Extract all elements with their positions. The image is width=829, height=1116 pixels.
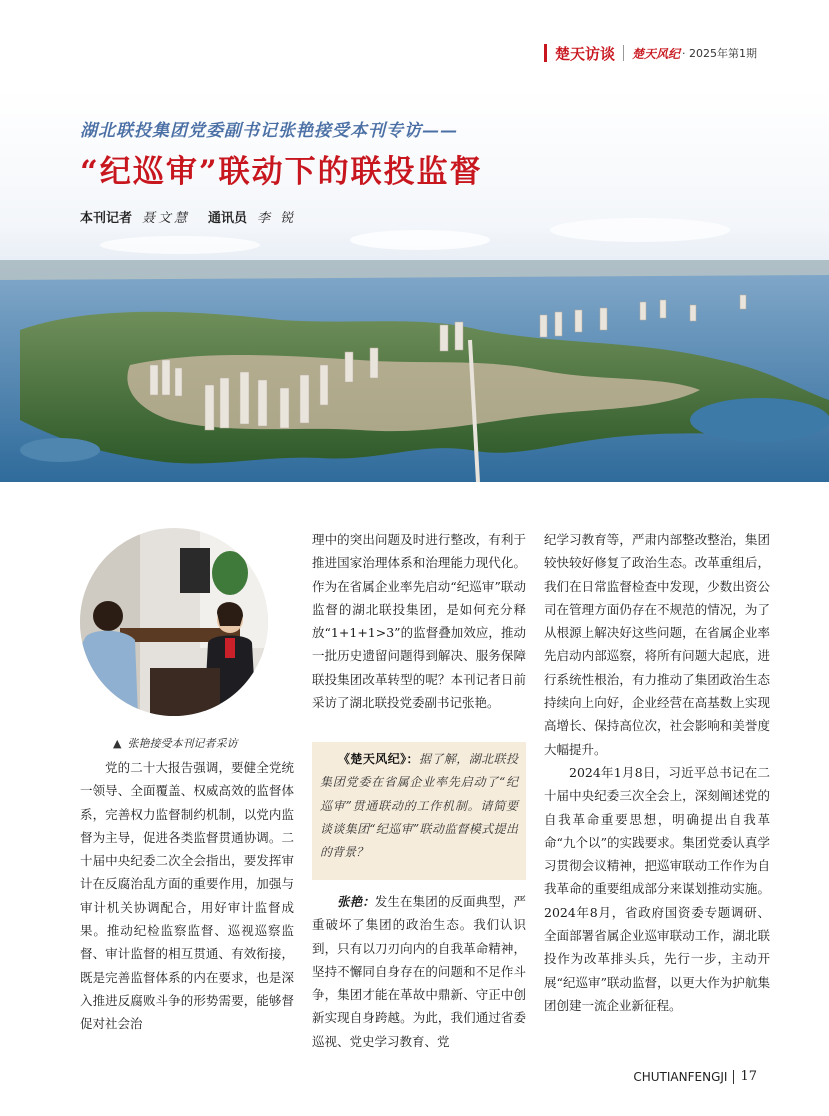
answer-column [312, 890, 526, 1053]
header-accent-bar [544, 44, 547, 62]
paragraph: 2024年1月8日，习近平总书记在二十届中央纪委三次全会上，深刻阐述党的自我革命重要思想，明确提出自我革命“九个以”的实践要求。集团党委认真学习贯彻会议精神，把巡审联动工作作为自我革命的重要组成部分来谋划推动实施。2024年8月，省政府国资委专题调研、全面部署省属企业巡审联动工作，湖北联投作为改革排头兵，先行一步，主动开展“纪巡审”联动监督，以更大作为护航集团创建一流企业新征程。 [544, 764, 770, 1013]
article-headline: “纪巡审”联动下的联投监督 [80, 154, 483, 190]
running-header [544, 40, 757, 66]
byline-role: 本刊记者 [80, 211, 133, 226]
section-title: 楚天访谈 [554, 44, 615, 63]
paragraph: 党的二十大报告强调，要健全党统一领导、全面覆盖、权威高效的监督体系，完善权力监督制约机制，以党内监督为主导，促进各类监督贯通协调。二十届中央纪委二次全会指出，要发挥审计在反腐治乱方面的重要作用，加强与审计机关协调配合，用好审计监督成果。推动纪检监察监督、巡视巡察监督、审计监督的相互贯通、有效衔接，既是完善监督体系的内在要求，也是深入推进反腐败斗争的形势需要，能够督促对社会治 [80, 760, 294, 1032]
triangle-icon: ▲ [113, 737, 122, 750]
answer-speaker: 张艳： [337, 894, 375, 909]
answer-paragraph [312, 890, 526, 1053]
question-box [312, 742, 526, 880]
caption-text: 张艳接受本刊记者采访 [127, 737, 238, 750]
byline-name: 李 锐 [257, 211, 297, 226]
body-column-3 [544, 528, 770, 1017]
issue-number: · 2025年第1期 [682, 47, 757, 60]
paragraph: 理中的突出问题及时进行整改，有利于推进国家治理体系和治理能力现代化。作为在省属企业率先启动“纪巡审”联动监督的湖北联投集团，是如何充分释放“1+1+1>3”的监督叠加效应，推动一批历史遗留问题得到解决、服务保障联投集团改革转型的呢？本刊记者日前采访了湖北联投党委副书记张艳。 [312, 532, 526, 711]
interview-scene-illustration [80, 528, 268, 716]
interview-photo [80, 528, 268, 716]
answer-text: 发生在集团的反面典型，严重破坏了集团的政治生态。我们认识到，只有以刀刃向内的自我革命精神，坚持不懈同自身存在的问题和不足作斗争，集团才能在革故中鼎新、守正中创新实现自身跨越。为此，我们通过省委巡视、党史学习教育、党 [312, 894, 526, 1049]
question-text: 据了解，湖北联投集团党委在省属企业率先启动了“纪巡审”贯通联动的工作机制。请简要谈谈集团“纪巡审”联动监督模式提出的背景？ [320, 752, 518, 860]
photo-caption [113, 735, 237, 751]
question-lead: 《楚天风纪》： [338, 752, 419, 766]
paragraph: 纪学习教育等，严肃内部整改整治，集团较快较好修复了政治生态。改革重组后，我们在日常监督检查中发现，少数出资公司在管理方面仍存在不规范的情况，为了从根源上解决好这些问题，在省属企业率先启动内部巡察，将所有问题大起底，进行系统性根治，有力推动了集团政治生态持续向上向好，企业经营在高基数上实现高增长、保持高位次，社会影响和美誉度大幅提升。 [544, 532, 770, 757]
body-column-2 [312, 528, 526, 714]
byline-role: 通讯员 [208, 211, 248, 226]
body-column-1 [80, 750, 294, 1036]
footer-brand: CHUTIANFENGJI [633, 1069, 728, 1084]
page-number: 17 [740, 1069, 757, 1084]
article-kicker: 湖北联投集团党委副书记张艳接受本刊专访—— [80, 121, 458, 141]
byline-name: 聂文慧 [142, 211, 191, 226]
footer-divider [733, 1070, 734, 1084]
header-divider [623, 45, 624, 61]
magazine-logo: 楚天风纪 [631, 46, 680, 61]
page-footer [633, 1069, 757, 1084]
byline [80, 207, 314, 226]
